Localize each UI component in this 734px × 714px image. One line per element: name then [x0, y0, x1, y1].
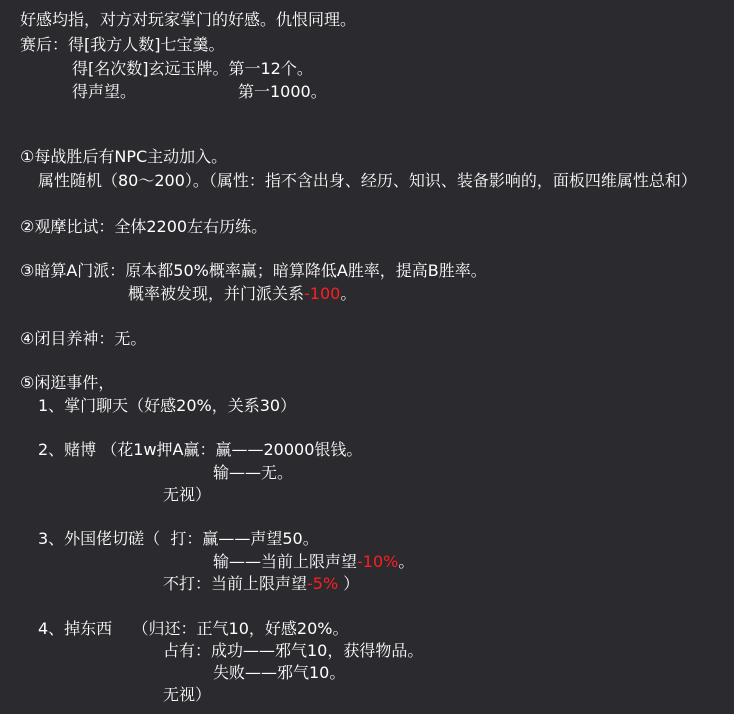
option-2-title: ②观摩比试：全体2200左右历练。: [20, 217, 268, 236]
rank-jade-reward: 得[名次数]玄远玉牌。第一12个。: [72, 59, 313, 78]
event-spar-lose: [213, 551, 414, 573]
event-spar-lose-end: 。: [398, 552, 415, 571]
event-spar-decline-text: 不打：当前上限声望: [163, 574, 308, 593]
option-3-detail: [128, 283, 356, 305]
option-3-detail-text: 概率被发现，并门派关系: [128, 284, 305, 303]
event-lost-item-keep-fail: 失败——邪气10。: [213, 663, 346, 682]
event-spar-decline-end: ）: [338, 574, 360, 593]
event-gamble-ignore: 无视）: [163, 485, 212, 504]
event-spar-lose-text: 输——当前上限声望: [213, 552, 358, 571]
option-4-title: ④闭目养神：无。: [20, 329, 147, 348]
event-lost-item-keep: 占有：成功——邪气10，获得物品。: [163, 641, 424, 660]
option-3-title: ③暗算A门派：原本都50%概率赢；暗算降低A胜率，提高B胜率。: [20, 261, 487, 280]
event-spar: 3、外国佬切磋（ 打：赢——声望50。: [38, 529, 319, 548]
postmatch-reward: 赛后：得[我方人数]七宝羹。: [20, 35, 225, 54]
option-3-penalty-value: -100: [304, 284, 341, 303]
reputation-reward: 得声望。: [72, 82, 137, 101]
event-gamble: 2、赌博 （花1w押A赢：赢——20000银钱。: [38, 440, 363, 459]
option-3-detail-end: 。: [340, 284, 357, 303]
event-lost-item: 4、掉东西 （归还：正气10，好感20%。: [38, 619, 349, 638]
event-spar-lose-penalty: -10%: [357, 552, 399, 571]
option-1-title: ①每战胜后有NPC主动加入。: [20, 147, 228, 166]
event-lost-item-ignore: 无视）: [163, 685, 212, 704]
event-chat: 1、掌门聊天（好感20%，关系30）: [38, 396, 297, 415]
reputation-first-amount: 第一1000。: [238, 82, 327, 101]
affinity-note: 好感均指，对方对玩家掌门的好感。仇恨同理。: [20, 10, 357, 29]
event-spar-decline: [163, 573, 359, 595]
option-1-detail: 属性随机（80～200）。（属性：指不含出身、经历、知识、装备影响的，面板四维属性总和）: [38, 171, 697, 190]
event-spar-decline-penalty: -5%: [307, 574, 339, 593]
event-gamble-lose: 输——无。: [213, 463, 294, 482]
option-5-title: ⑤闲逛事件，: [20, 373, 115, 392]
